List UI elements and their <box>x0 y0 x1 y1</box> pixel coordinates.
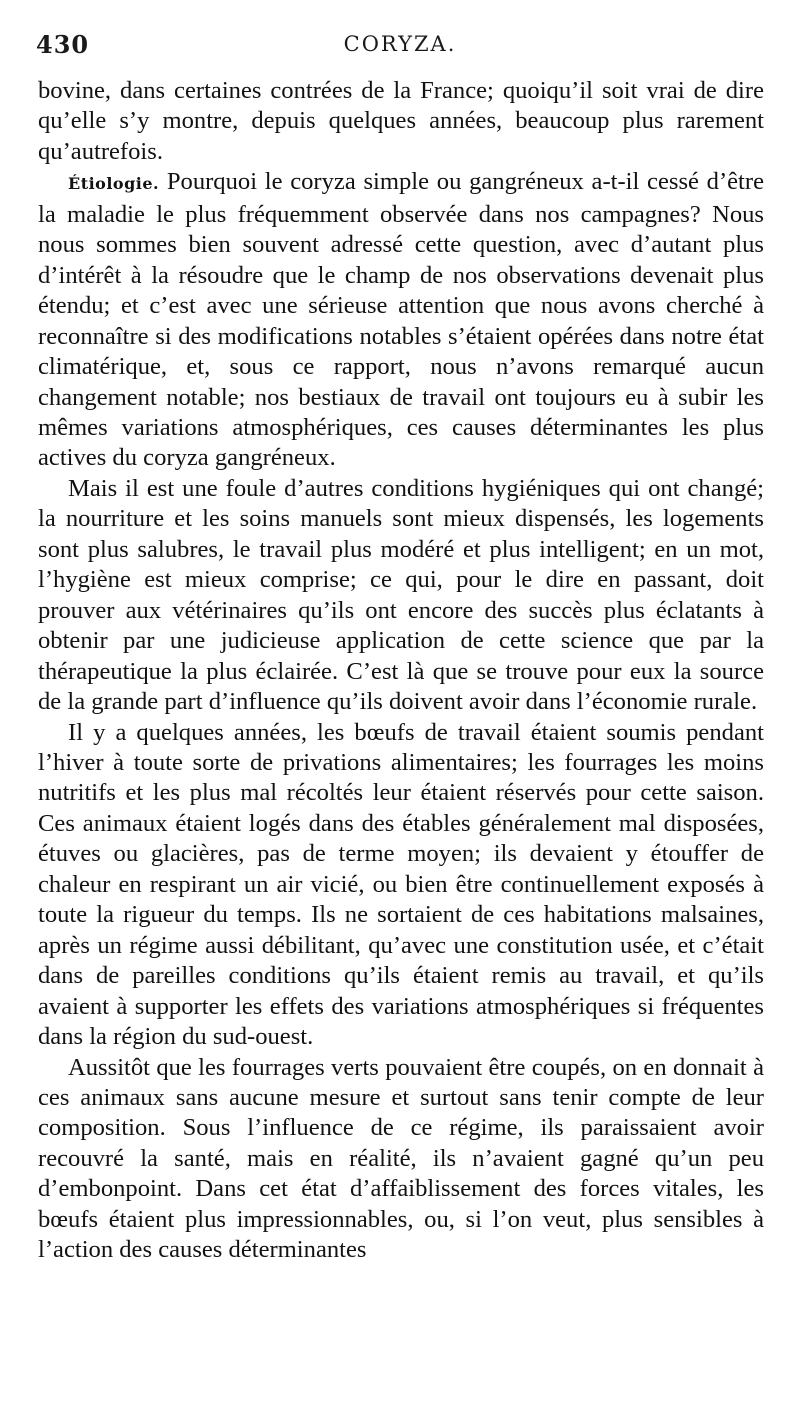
paragraph-text: Il y a quelques années, les bœufs de travail étaient soumis pendant l’hiver à toute sorte de privations alimentaires; les fourrages les moins nutritifs et les plus mal récoltés leur étaient réservés pour cette saison. Ces animaux étaient logés dans des étables généralement mal disposées, étuves ou glacières, pas de terme moyen; ils devaient y étouffer de chaleur en respirant un air vicié, ou bien être continuellement exposés à toute la rigueur du temps. Ils ne sortaient de ces habitations malsaines, après un régime aussi débilitant, qu’avec une constitution usée, et c’était dans de pareilles conditions qu’ils étaient remis au travail, et qu’ils avaient à supporter les effets des variations atmosphériques si fréquentes dans la région du sud-ouest. <box>38 718 764 1051</box>
running-title: CORYZA. <box>343 32 457 56</box>
page-number: 430 <box>36 30 90 59</box>
page-header <box>36 30 764 64</box>
paragraph-text: bovine, dans certaines contrées de la France; quoiqu’il soit vrai de dire qu’elle s’y montre, depuis quelques années, beaucoup plus rarement qu’autrefois. <box>38 77 764 165</box>
paragraph-text: Mais il est une foule d’autres conditions hygiéniques qui ont changé; la nourriture et les soins manuels sont mieux dispensés, les logements sont plus salubres, le travail plus modéré et plus intelligent; en un mot, l’hygiène est mieux comprise; ce qui, pour le dire en passant, doit prouver aux vétérinaires qu’ils ont encore des succès plus éclatants à obtenir par une judicieuse application de cette science que par la thérapeutique la plus éclairée. C’est là que se trouve pour eux la source de la grande part d’influence qu’ils doivent avoir dans l’économie rurale. <box>38 474 764 716</box>
paragraph <box>38 1053 764 1266</box>
body-text <box>38 76 764 1266</box>
section-label: Étiologie. <box>68 174 160 194</box>
paragraph <box>38 167 764 474</box>
paragraph <box>38 474 764 718</box>
paragraph <box>38 76 764 167</box>
paragraph-text: Aussitôt que les fourrages verts pouvaient être coupés, on en donnait à ces animaux sans aucune mesure et surtout sans tenir compte de leur composition. Sous l’influence de ce régime, ils paraissaient avoir recouvré la santé, mais en réalité, ils n’avaient gagné qu’un peu d’embonpoint. Dans cet état d’affaiblissement des forces vitales, les bœufs étaient plus impressionnables, ou, si l’on veut, plus sensibles à l’action des causes déterminantes <box>38 1053 764 1264</box>
paragraph-text: Pourquoi le coryza simple ou gangréneux a-t-il cessé d’être la maladie le plus fréquemment observée dans nos campagnes? Nous nous sommes bien souvent adressé cette question, avec d’autant plus d’intérêt à la résoudre que le champ de nos observations devenait plus étendu; et c’est avec une sérieuse attention que nous avons cherché à reconnaître si des modifications notables s’étaient opérées dans notre état climatérique, et, sous ce rapport, nous n’avons remarqué aucun changement notable; nos bestiaux de travail ont toujours eu à subir les mêmes variations atmosphériques, ces causes déterminantes les plus actives du coryza gangréneux. <box>38 168 764 472</box>
paragraph <box>38 718 764 1053</box>
